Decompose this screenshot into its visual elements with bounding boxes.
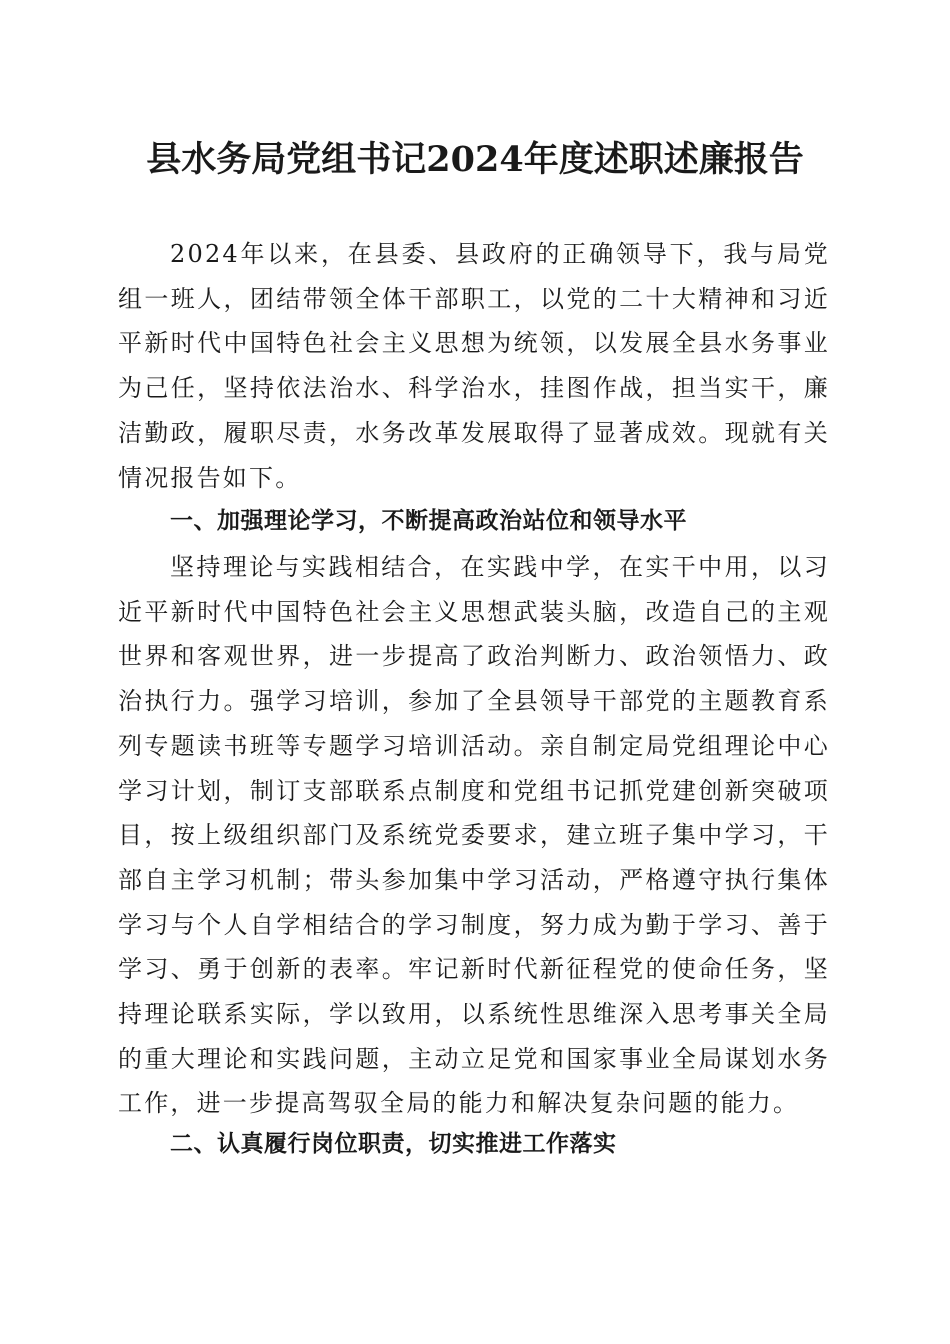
section-heading-2: 二、认真履行岗位职责，切实推进工作落实	[170, 1131, 617, 1157]
intro-paragraph: 2024年以来，在县委、县政府的正确领导下，我与局党组一班人，团结带领全体干部职工，以党的二十大精神和习近平新时代中国特色社会主义思想为统领，以发展全县水务事业为己任，坚持依法治水、科学治水，挂图作战，担当实干，廉洁勤政，履职尽责，水务改革发展取得了显著成效。现就有关情况报告如下。	[118, 240, 830, 492]
section-heading-1: 一、加强理论学习，不断提高政治站位和领导水平	[170, 508, 687, 534]
section-1-paragraph: 坚持理论与实践相结合，在实践中学，在实干中用，以习近平新时代中国特色社会主义思想武装头脑，改造自己的主观世界和客观世界，进一步提高了政治判断力、政治领悟力、政治执行力。强学习培训，参加了全县领导干部党的主题教育系列专题读书班等专题学习培训活动。亲自制定局党组理论中心学习计划，制订支部联系点制度和党组书记抓党建创新突破项目，按上级组织部门及系统党委要求，建立班子集中学习，干部自主学习机制；带头参加集中学习活动，严格遵守执行集体学习与个人自学相结合的学习制度，努力成为勤于学习、善于学习、勇于创新的表率。牢记新时代新征程党的使命任务，坚持理论联系实际，学以致用，以系统性思维深入思考事关全局的重大理论和实践问题，主动立足党和国家事业全局谋划水务工作，进一步提高驾驭全局的能力和解决复杂问题的能力。	[118, 553, 830, 1118]
document-title: 县水务局党组书记2024年度述职述廉报告	[146, 139, 804, 180]
